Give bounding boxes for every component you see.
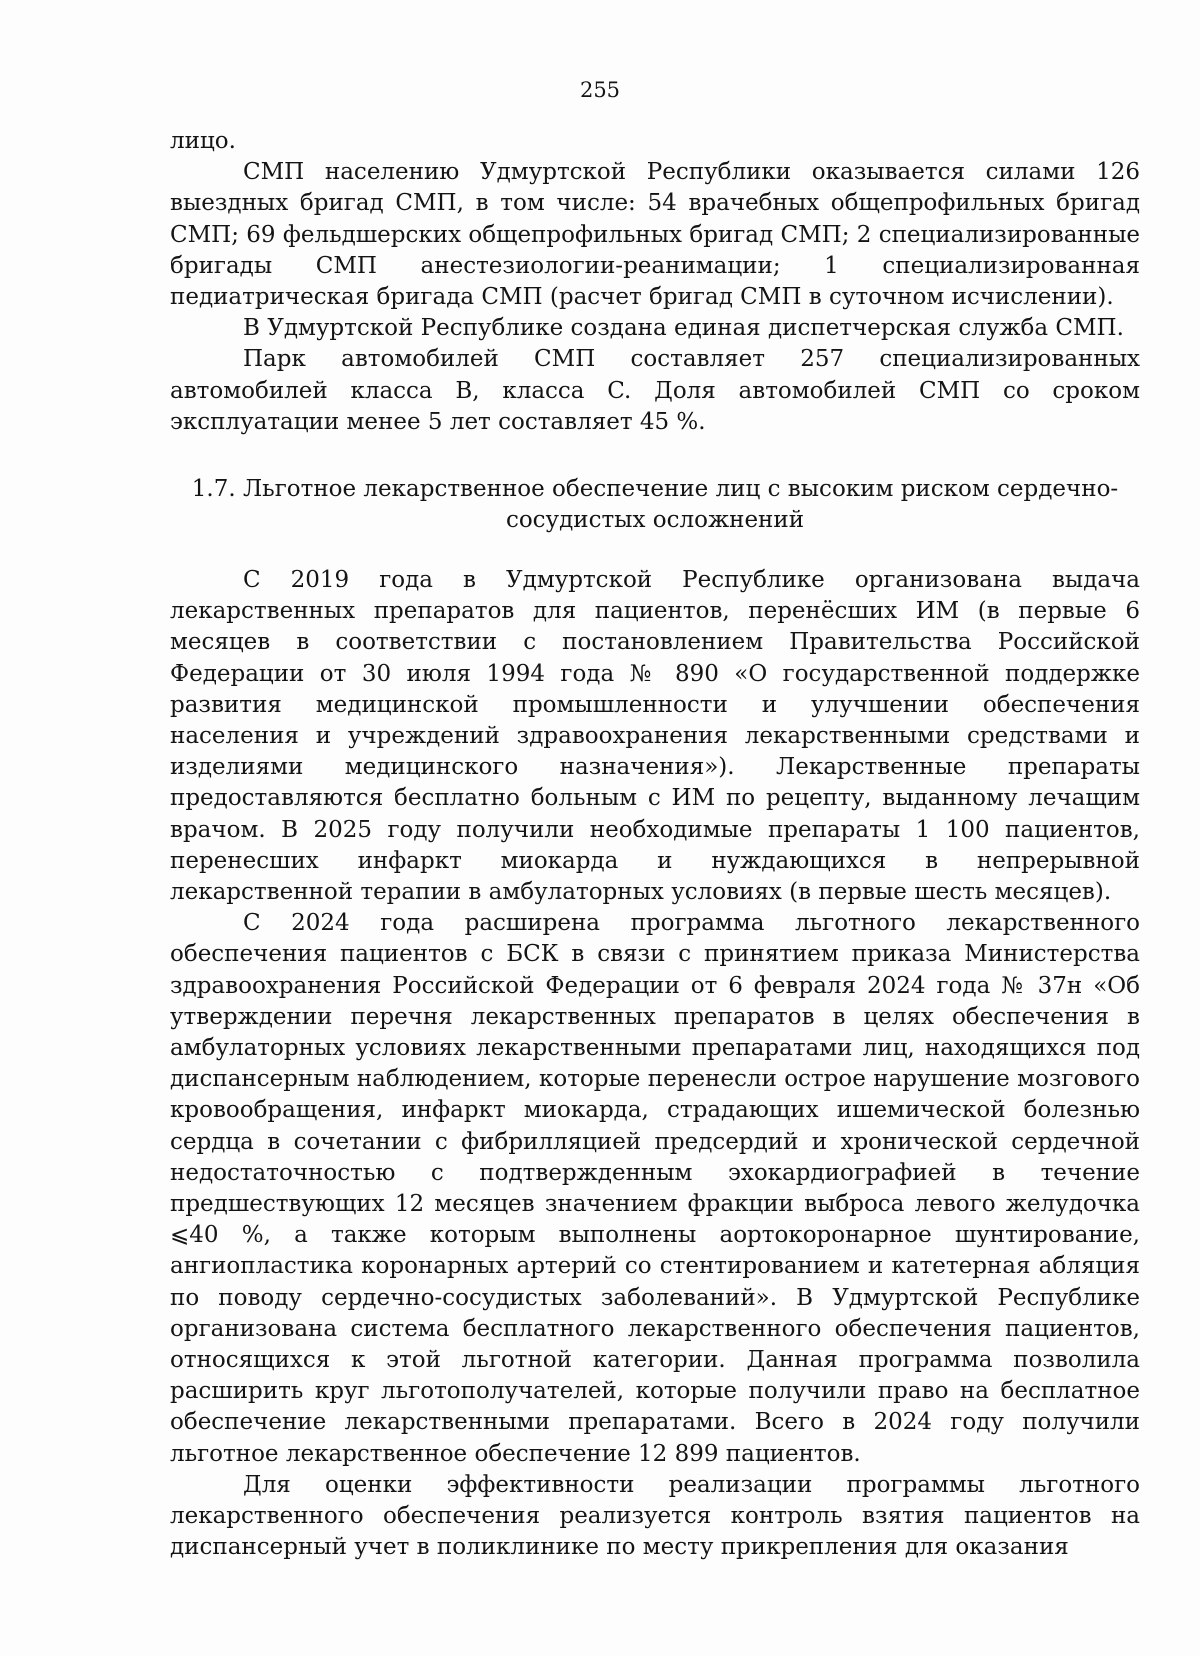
paragraph-continuation: лицо. bbox=[170, 128, 236, 154]
paragraph-ambulance-teams: СМП населению Удмуртской Республики оказывается силами 126 выездных бригад СМП, в том числе: 54 врачебных общепрофильных бригад СМП; 69 фельдшерских общепрофильных бригад СМП; 2 специализированные бригады СМП анестезиологии-реанимации; 1 специализированная педиатрическая бригада СМП (расчет бригад СМП в суточном исчислении). bbox=[170, 159, 1140, 311]
section-heading: 1.7. Льготное лекарственное обеспечение лиц с высоким риском сердечно-сосудистых осложнений bbox=[191, 476, 1119, 534]
paragraph-efficiency-control: Для оценки эффективности реализации программы льготного лекарственного обеспечения реализуется контроль взятия пациентов на диспансерный учет в поликлинике по месту прикрепления для оказания bbox=[170, 1471, 1140, 1561]
page-number: 255 bbox=[579, 78, 621, 102]
paragraph-dispatch-service: В Удмуртской Республике создана единая диспетчерская служба СМП. bbox=[243, 315, 1124, 342]
paragraph-vehicle-fleet: Парк автомобилей СМП составляет 257 специализированных автомобилей класса B, класса C. Доля автомобилей СМП со сроком эксплуатации менее 5 лет составляет 45 %. bbox=[170, 346, 1140, 435]
paragraph-2019-program: С 2019 года в Удмуртской Республике организована выдача лекарственных препаратов для пациентов, перенёсших ИМ (в первые 6 месяцев в соответствии с постановлением Правительства Российской Федерации от 30 июля 1994 года № 890 «О государственной поддержке развития медицинской промышленности и улучшении обеспечения населения и учреждений здравоохранения лекарственными средствами и изделиями медицинского назначения»). Лекарственные препараты предоставляются бесплатно больным с ИМ по рецепту, выданному лечащим врачом. В 2025 году получили необходимые препараты 1 100 пациентов, перенесших инфаркт миокарда и нуждающихся в непрерывной лекарственной терапии в амбулаторных условиях (в первые шесть месяцев). bbox=[170, 567, 1140, 906]
intro-text-block bbox=[170, 126, 1140, 438]
paragraph-2024-program: С 2024 года расширена программа льготного лекарственного обеспечения пациентов с БСК в связи с принятием приказа Министерства здравоохранения Российской Федерации от 6 февраля 2024 года № 37н «Об утверждении перечня лекарственных препаратов в целях обеспечения в амбулаторных условиях лекарственными препаратами лиц, находящихся под диспансерным наблюдением, которые перенесли острое нарушение мозгового кровообращения, инфаркт миокарда, страдающих ишемической болезнью сердца в сочетании с фибрилляцией предсердий и хронической сердечной недостаточностью с подтвержденным эхокардиографией в течение предшествующих 12 месяцев значением фракции выброса левого желудочка ⩽40 %, а также которым выполнены аортокоронарное шунтирование, ангиопластика коронарных артерий со стентированием и катетерная абляция по поводу сердечно-сосудистых заболеваний». В Удмуртской Республике организована система бесплатного лекарственного обеспечения пациентов, относящихся к этой льготной категории. Данная программа позволила расширить круг льготополучателей, которые получили право на бесплатное обеспечение лекарственными препаратами. Всего в 2024 году получили льготное лекарственное обеспечение 12 899 пациентов. bbox=[170, 910, 1140, 1467]
section-body bbox=[170, 565, 1140, 1564]
